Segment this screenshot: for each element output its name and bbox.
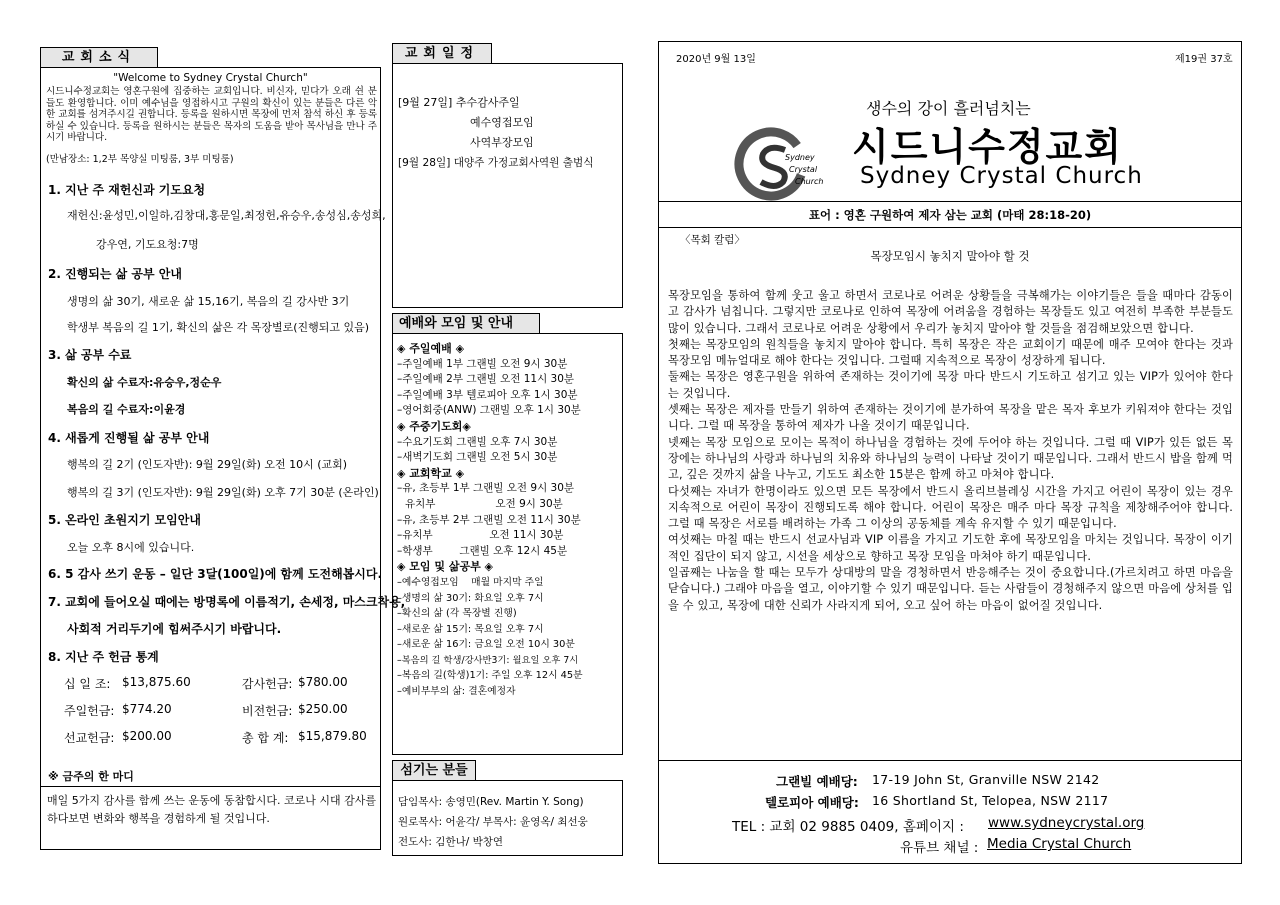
church-name-korean: 시드니수정교회: [852, 124, 1123, 169]
section-4-line-1: 행복의 길 2기 (인도자반): 9월 29일(화) 오전 10시 (교회): [67, 458, 348, 471]
sunday-worship-heading: ◈ 주일예배 ◈: [397, 342, 465, 355]
section-2-line-1: 생명의 삶 30기, 새로운 삶 15,16기, 복음의 길 강사반 3기: [67, 295, 350, 308]
tel-homepage: TEL : 교회 02 9885 0409, 홈페이지 :: [732, 819, 964, 835]
meeting-6: –복음의 길 학생/강사반3기: 월요일 오후 7시: [397, 654, 579, 666]
youtube-link[interactable]: Media Crystal Church: [987, 836, 1132, 852]
logo-s-mark: [761, 148, 785, 186]
verse-divider: [41, 786, 380, 787]
sunday-worship-3: –주일예배 3부 텔로피아 오후 1시 30분: [397, 388, 578, 401]
total-label: 총 합 계:: [242, 731, 289, 745]
staff-line-3: 전도사: 김한나/ 박창연: [398, 836, 504, 848]
schedule-line-1: [9월 27일] 추수감사주일: [398, 96, 520, 109]
mission-label: 선교헌금:: [64, 731, 115, 745]
bulletin-date: 2020년 9월 13일: [676, 54, 756, 65]
meeting-5: –새로운 삶 16기: 금요일 오전 10시 30분: [397, 639, 575, 651]
school-2: 유치부 오전 9시 30분: [405, 497, 563, 510]
granville-address: 17-19 John St, Granville NSW 2142: [872, 772, 1100, 787]
schedule-line-3: 사역부장모임: [470, 136, 534, 149]
section-3-line-1: 확신의 삶 수료자:유승우,정순우: [67, 376, 222, 389]
homepage-link[interactable]: www.sydneycrystal.org: [988, 815, 1145, 831]
logo-text-church: Church: [795, 177, 824, 186]
staff-line-2: 원로목사: 어윤각/ 부목사: 윤영옥/ 최선웅: [398, 816, 588, 828]
sunday-value: $774.20: [122, 702, 172, 716]
slogan: 생수의 강이 흘러넘치는: [866, 99, 1031, 118]
sunday-worship-4: –영어회중(ANW) 그랜빌 오후 1시 30분: [397, 404, 581, 417]
section-4-line-2: 행복의 길 3기 (인도자반): 9월 29일(화) 오후 7기 30분 (온라인): [67, 486, 379, 499]
meeting-1: –예수영접모임 매월 마지막 주일: [397, 576, 544, 588]
church-name-english: Sydney Crystal Church: [860, 163, 1143, 189]
school-heading: ◈ 교회학교 ◈: [397, 466, 465, 480]
school-5: –학생부 그랜빌 오후 12시 45분: [397, 544, 568, 557]
tithe-label: 십 일 조:: [64, 677, 111, 691]
section-2-line-2: 학생부 복음의 길 1기, 확신의 삶은 각 목장별로(진행되고 있음): [67, 321, 370, 334]
sunday-worship-2: –주일예배 2부 그랜빌 오전 11시 30분: [397, 373, 575, 386]
school-1: –유, 초등부 1부 그랜빌 오전 9시 30분: [397, 482, 575, 495]
church-logo: [733, 126, 837, 206]
column-paragraph-8: 일곱째는 나눔을 할 때는 모두가 상대방의 말을 경청하면서 반응해주는 것이 중요합니다.(가르치려고 하면 마음을 닫습니다.) 그래야 마음을 열고, 이야기할 수 있기 때문입니다. 듣는 사람들이 경청해주지 않으면 마음에 상처를 입을 수 있고, 목장에 대한 신뢰가 사라지게 되어, 오고 싶어 하는 마음이 없어질 것입니다.: [668, 566, 1233, 612]
sunday-worship-1: –주일예배 1부 그랜빌 오전 9시 30분: [397, 357, 568, 370]
section-7-line-2: 사회적 거리두기에 힘써주시기 바랍니다.: [67, 622, 282, 636]
school-4: –유치부 오전 11시 30분: [397, 529, 564, 542]
section-3-line-2: 복음의 길 수료자:이윤경: [67, 403, 186, 416]
vision-label: 비전헌금:: [242, 704, 293, 718]
meeting-2: –생명의 삶 30기: 화요일 오후 7시: [397, 592, 544, 604]
meeting-8: –예비부부의 삶: 결혼예정자: [397, 686, 516, 698]
prayer-heading: ◈ 주중기도회◈: [397, 419, 471, 433]
meeting-3: –확신의 삶 (각 목장별 진행): [397, 608, 517, 620]
section-5-title: 5. 온라인 초원지기 모임안내: [48, 513, 201, 527]
section-4-title: 4. 새롭게 진행될 삶 공부 안내: [48, 431, 210, 445]
telopea-address: 16 Shortland St, Telopea, NSW 2117: [872, 793, 1109, 808]
schedule-line-2: 예수영접모임: [470, 116, 534, 129]
motto-divider-top: [659, 201, 1241, 202]
column-paragraph-1: 목장모임을 통하여 함께 웃고 울고 하면서 코로나로 어려운 상황들을 극복해가는 이야기들은 들을 때마다 감동이고 감사가 넘칩니다. 그렇지만 코로나로 인하여 목장에 어려움을 경험하는 목장들도 있고 여전히 부족한 부분들도 많이 있습니다. 그래서 코로나로 어려운 상황에서 우리가 놓치지 말아야 할 것들을 점검해보았으면 합니다.: [668, 289, 1233, 335]
tithe-value: $13,875.60: [122, 675, 191, 689]
prayer-2: –새벽기도회 그랜빌 오전 5시 30분: [397, 451, 558, 464]
verse-body: 매일 5가지 감사를 함께 쓰는 운동에 동참합시다. 코로나 시대 감사를 하다보면 변화와 행복을 경험하게 될 것입니다.: [47, 794, 376, 825]
telopea-label: 텔로피아 예배당:: [765, 795, 859, 810]
footer-divider: [659, 760, 1241, 761]
section-2-title: 2. 진행되는 삶 공부 안내: [48, 267, 182, 281]
section-1-line-2: 강우연, 기도요청:7명: [96, 238, 199, 251]
column-paragraph-5: 넷째는 목장 모임으로 모이는 목적이 하나님을 경험하는 것에 두어야 하는 것입니다. 그럴 때 VIP가 있든 없든 목장에는 하나님의 사랑과 하나님의 치유와 하나님의 능력이 나타날 것이기 때문입니다. 그래서 반드시 밥을 함께 먹고, 깊은 것까지 삶을 나누고, 기도도 최소한 15분은 함께 하고 마쳐야 합니다.: [668, 435, 1233, 482]
section-5-line-1: 오늘 오후 8시에 있습니다.: [67, 541, 195, 554]
motto-divider-bottom: [659, 227, 1241, 228]
section-3-title: 3. 삶 공부 수료: [48, 348, 132, 362]
prayer-1: –수요기도회 그랜빌 오후 7시 30분: [397, 435, 558, 448]
column-paragraph-7: 여섯째는 마칠 때는 반드시 선교사님과 VIP 이름을 가지고 기도한 후에 목장모임을 마치는 것입니다. 목장이 이기적인 집단이 되지 않고, 시선을 세상으로 향하고 목장 모임을 마쳐야 하기 때문입니다.: [668, 533, 1233, 563]
worship-tab: 예배와 모임 및 안내: [392, 313, 540, 333]
column-paragraph-6: 다섯째는 자녀가 한명이라도 있으면 모든 목장에서 반드시 올리브블레싱 시간을 가지고 어린이 목장이 있는 경우 지속적으로 어린이 목장이 진행되도록 해야 합니다. 어린이 목장은 매주 마다 목장 규칙을 제창해주어야 합니다. 그럴 때 목장은 서로를 배려하는 가족 그 이상의 공동체를 계속 유지할 수 있기 때문입니다.: [668, 484, 1233, 531]
section-7-title: 7. 교회에 들어오실 때에는 방명록에 이름적기, 손세정, 마스크착용,: [48, 595, 406, 609]
logo-text-sydney: Sydney: [785, 153, 815, 162]
column-tag: 〈목회 칼럼〉: [680, 234, 745, 246]
logo-text-crystal: Crystal: [789, 165, 818, 174]
thanks-value: $780.00: [298, 675, 348, 689]
school-3: –유, 초등부 2부 그랜빌 오전 11시 30분: [397, 513, 581, 526]
schedule-line-4: [9월 28일] 대양주 가정교회사역원 출범식: [398, 157, 594, 169]
news-tab: 교회소식: [40, 47, 158, 68]
verse-title: ※ 금주의 한 마디: [48, 770, 134, 783]
vision-value: $250.00: [298, 702, 348, 716]
total-value: $15,879.80: [298, 729, 367, 743]
meeting-4: –새로운 삶 15기: 목요일 오후 7시: [397, 623, 544, 635]
schedule-tab: 교회일정: [392, 43, 492, 64]
section-1-title: 1. 지난 주 재헌신과 기도요청: [48, 183, 206, 197]
motto: 표어 : 영혼 구원하여 제자 삼는 교회 (마태 28:18-20): [808, 208, 1092, 222]
welcome-title: "Welcome to Sydney Crystal Church": [113, 72, 308, 84]
section-8-title: 8. 지난 주 헌금 통계: [48, 650, 159, 664]
column-paragraph-2: 첫째는 목장모임의 원칙들을 놓치지 말아야 합니다. 특히 목장은 작은 교회이기 때문에 매주 모여야 한다는 것과 목장모임 메뉴얼대로 해야 한다는 것입니다. 그럴때 지속적으로 목장이 성장하게 됩니다.: [668, 337, 1233, 368]
section-6-title: 6. 5 감사 쓰기 운동 – 일단 3달(100일)에 함께 도전해봅시다.: [48, 567, 383, 581]
mission-value: $200.00: [122, 729, 172, 743]
meeting-place: (만남장소: 1,2부 목양실 미팅룸, 3부 미팅룸): [46, 154, 234, 165]
worship-list: [397, 341, 583, 700]
staff-tab: 섬기는 분들: [392, 760, 476, 781]
section-1-line-1: 재헌신:윤성민,이일하,김창대,홍문일,최정헌,유승우,송성심,송성희,: [67, 209, 386, 222]
meeting-heading: ◈ 모임 및 삶공부 ◈: [397, 560, 493, 574]
bulletin-issue: 제19권 37호: [1175, 54, 1233, 65]
meeting-7: –복음의 길(학생)1기: 주일 오후 12시 45분: [397, 670, 583, 682]
column-paragraph-3: 둘째는 목장은 영혼구원을 위하여 존재하는 것이기에 목장 마다 반드시 기도하고 섬기고 있는 VIP가 있어야 한다는 것입니다.: [668, 370, 1233, 400]
granville-label: 그랜빌 예배당:: [776, 774, 858, 789]
column-body: [668, 288, 1233, 614]
thanks-label: 감사헌금:: [242, 677, 293, 691]
column-paragraph-4: 셋째는 목장은 제자를 만들기 위하여 존재하는 것이기에 분가하여 목장을 맡은 목자 후보가 키워져야 한다는 것입니다. 그럴 때 목장을 통하여 제자가 나올 것이기 때문입니다.: [668, 403, 1233, 433]
youtube-label: 유튜브 채널 :: [900, 840, 979, 856]
staff-line-1: 담임목사: 송영민(Rev. Martin Y. Song): [398, 796, 584, 808]
sunday-label: 주일헌금:: [64, 704, 115, 718]
column-title: 목장모임시 놓치지 말아야 할 것: [870, 249, 1030, 263]
welcome-body: 시드니수정교회는 영혼구원에 집중하는 교회입니다. 비신자, 믿다가 오래 쉰 분들도 환영합니다. 이미 예수님을 영접하시고 구원의 확신이 있는 분들은 다른 악한 교회를 섬겨주시길 권합니다. 등록을 원하시면 목장에 먼저 참석 하신 후 등록하실 수 있습니다. 등록을 원하시는 분들은 목자의 도움을 받아 목사님을 만나 주시기 바랍니다.: [46, 86, 377, 143]
